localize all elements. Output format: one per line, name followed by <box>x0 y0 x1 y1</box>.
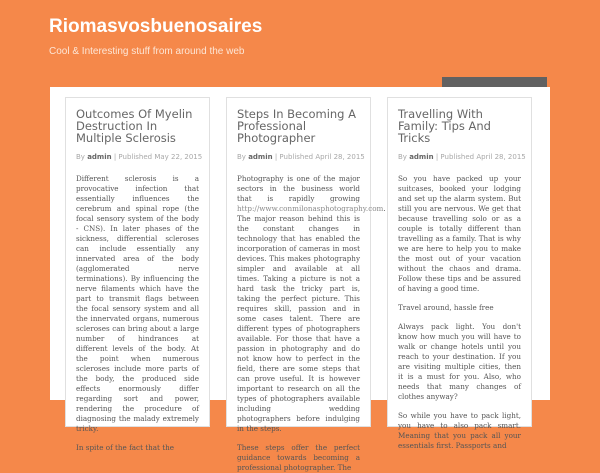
header-tab-bar <box>442 77 547 87</box>
post-author-link[interactable]: admin <box>87 153 112 161</box>
post-body <box>237 174 386 473</box>
post-title[interactable]: Travelling With Family: Tips And Tricks <box>398 107 491 145</box>
post-title[interactable]: Outcomes Of Myelin Destruction In Multiple Sclerosis <box>76 107 193 145</box>
post-body <box>76 174 199 453</box>
post-paragraph: Travel around, hassle free <box>398 303 494 312</box>
post-paragraph: Different sclerosis is a provocative infection that essentially influences the cerebrum and spinal rope (the focal sensory system of the body - CNS). In later phases of the sickness, differential scleroses can include essentially any innervated area of the body (agglomerated nerve terminations). By influencing the nerve filaments which have the part to transmit flags between the focal sensory system and all the innervated organs, numerous scleroses can bring about a large number of hindrances at different levels of the body. At the point when numerous scleroses include more parts of the body, the produced side effects enormously differ regarding sort and power, rendering the procedure of diagnosing the malady extremely tricky. <box>76 174 199 433</box>
post-meta: By admin | Published April 28, 2015 <box>398 153 526 161</box>
post-meta: By admin | Published April 28, 2015 <box>237 153 365 161</box>
post-external-link[interactable]: http://www.conmilonasphotography.com <box>237 204 384 213</box>
site-title[interactable]: Riomasvosbuenosaires <box>49 16 263 37</box>
post-paragraph-text: The major reason behind this is the constant changes in technology that has enabled the incorporation of cameras in most devices. This makes photography simpler and available at all times. Taking a picture is not a hard task the tricky part is, taking the perfect picture. This requires skill, passion and in some cases talent. There are different types of photographers available. For those that have a passion in photography and do not know how to perfect in the field, there are some steps that can prove useful. It is however important to research on all the types of photographers available including wedding photographers before indulging in the steps. <box>237 214 360 433</box>
post-body <box>398 174 521 451</box>
post-paragraph: In spite of the fact that the <box>76 443 174 452</box>
post-by-label: By <box>237 153 246 161</box>
content-area <box>50 87 550 472</box>
post-by-label: By <box>398 153 407 161</box>
post-paragraph: So while you have to pack light, you have to also pack smart. Meaning that you pack all your essentials first. Passports and <box>398 411 521 450</box>
post-date: Published May 22, 2015 <box>118 153 203 161</box>
post-paragraph: Always pack light. You don't know how much you will have to walk or change hotels until you reach to your destination. If you are visiting multiple cities, then it is a must for you. Also, who needs that many changes of clothes anyway? <box>398 322 521 401</box>
post-author-link[interactable]: admin <box>409 153 434 161</box>
post-by-label: By <box>76 153 85 161</box>
post-card <box>65 97 210 452</box>
post-date: Published April 28, 2015 <box>440 153 526 161</box>
post-paragraph: So you have packed up your suitcases, booked your lodging and set up the alarm system. But still you are nervous. We get that because travelling solo or as a couple is totally different than travelling as a family. That is why we are here to help you to make the most out of your vacation without the chaos and drama. Follow these tips and be assured of having a good time. <box>398 174 521 293</box>
post-title[interactable]: Steps In Becoming A Professional Photographer <box>237 107 356 145</box>
post-author-link[interactable]: admin <box>248 153 273 161</box>
post-meta: By admin | Published May 22, 2015 <box>76 153 203 161</box>
post-paragraph: Photography is one of the major sectors in the business world that is rapidly growing http://www.conmilonasphotography.com. The major reason behind this is the constant changes in technology that has enabled the incorporation of cameras in most devices. This makes photography simpler and available at all times. Taking a picture is not a hard task the tricky part is, taking the perfect picture. This requires skill, passion and in some cases talent. There are different types of photographers available. For those that have a passion in photography and do not know how to perfect in the field, there are some steps that can prove useful. It is however important to research on all the types of photographers available including wedding photographers before indulging in the steps. <box>237 174 386 433</box>
site-tagline: Cool & Interesting stuff from around the web <box>49 46 245 57</box>
post-date: Published April 28, 2015 <box>279 153 365 161</box>
post-card <box>226 97 386 472</box>
post-paragraph: These steps offer the perfect guidance towards becoming a professional photographer. The <box>237 443 360 472</box>
post-card <box>387 97 532 450</box>
post-paragraph-text: Photography is one of the major sectors in the business world that is rapidly growing <box>237 174 360 203</box>
